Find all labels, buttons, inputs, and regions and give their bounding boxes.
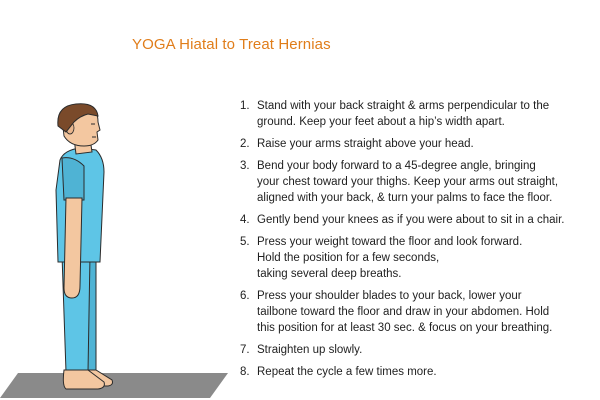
step-text-line: taking several deep breaths. (257, 268, 402, 280)
step-number: 8. (240, 366, 250, 378)
list-item (240, 234, 590, 282)
person-sleeve (62, 158, 84, 200)
step-text-line: Press your weight toward the floor and look forward. (257, 236, 523, 248)
step-text-line: your chest toward your thighs. Keep your arms out straight, (257, 176, 559, 188)
step-text (257, 136, 590, 152)
step-text-line: aligned with your back, & turn your palms to face the floor. (257, 192, 553, 204)
list-item (240, 158, 590, 206)
step-text-line: Raise your arms straight above your head. (257, 138, 474, 150)
step-number: 5. (240, 236, 250, 248)
step-text (257, 98, 590, 130)
step-number: 3. (240, 160, 250, 172)
list-item (240, 288, 590, 336)
list-item (240, 342, 590, 358)
list-item (240, 364, 590, 380)
yoga-mat (0, 373, 228, 398)
standing-person-icon (0, 0, 240, 400)
step-text-line: Repeat the cycle a few times more. (257, 366, 437, 378)
step-number: 4. (240, 214, 250, 226)
step-text-line: Press your shoulder blades to your back, lower your (257, 290, 522, 302)
step-text (257, 288, 590, 336)
step-text-line: Stand with your back straight & arms perpendicular to the (257, 100, 550, 112)
step-text (257, 158, 590, 206)
person-arm (64, 198, 82, 298)
step-text-line: Bend your body forward to a 45-degree angle, bringing (257, 160, 536, 172)
step-text-line: Hold the position for a few seconds, (257, 252, 440, 264)
step-number: 6. (240, 290, 250, 302)
step-text (257, 234, 590, 282)
step-text (257, 212, 590, 228)
step-number: 7. (240, 344, 250, 356)
page-title: YOGA Hiatal to Treat Hernias (132, 36, 331, 53)
step-text-line: Straighten up slowly. (257, 344, 363, 356)
step-text-line: this position for at least 30 sec. & focus on your breathing. (257, 322, 553, 334)
step-text-line: Gently bend your knees as if you were about to sit in a chair. (257, 214, 565, 226)
instruction-list (240, 98, 590, 386)
step-text-line: tailbone toward the floor and draw in your abdomen. Hold (257, 306, 550, 318)
step-text (257, 342, 590, 358)
step-number: 2. (240, 138, 250, 150)
step-number: 1. (240, 100, 250, 112)
step-text (257, 364, 590, 380)
list-item (240, 98, 590, 130)
list-item (240, 136, 590, 152)
step-text-line: ground. Keep your feet about a hip’s width apart. (257, 116, 505, 128)
list-item (240, 212, 590, 228)
